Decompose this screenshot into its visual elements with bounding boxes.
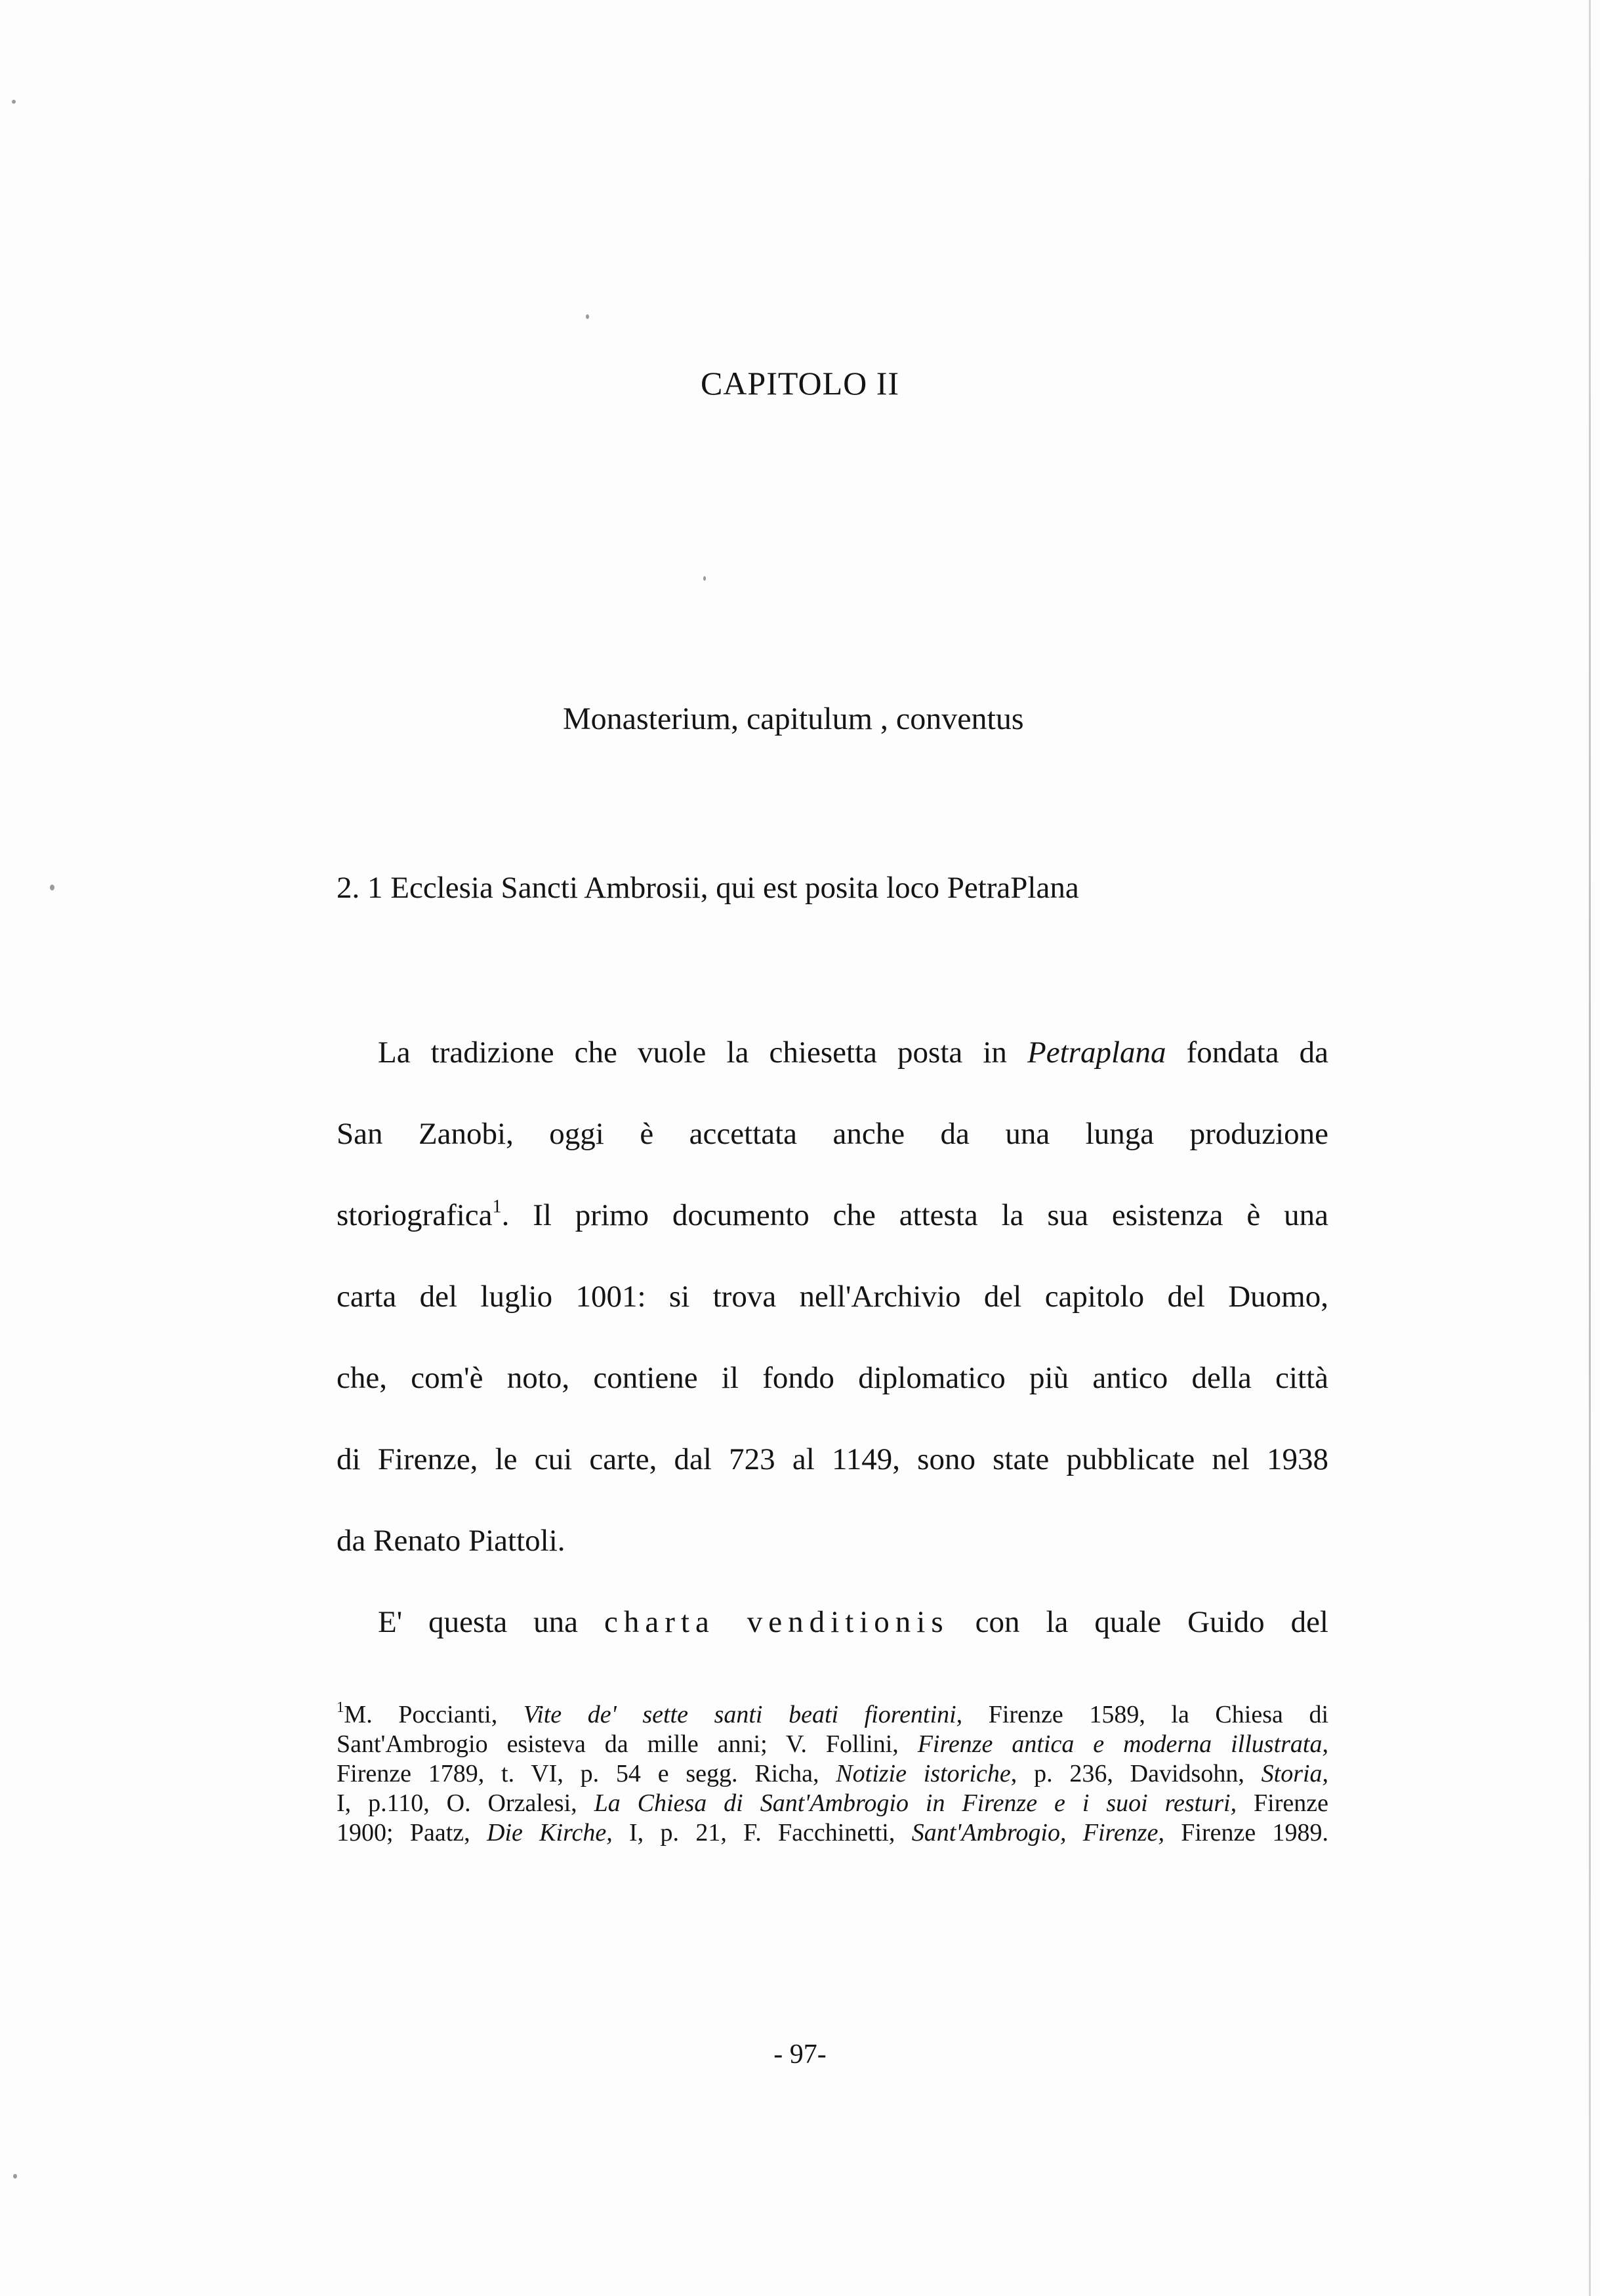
page-number: - 97- bbox=[773, 2039, 827, 2070]
text-line: San Zanobi, oggi è accettata anche da una lunga produzione bbox=[337, 1117, 1328, 1151]
chapter-title: CAPITOLO II bbox=[700, 365, 900, 402]
footnote-line: I, p.110, O. Orzalesi, La Chiesa di Sant'Ambrogio in Firenze e i suoi resturi, Firenze bbox=[337, 1789, 1328, 1817]
footnote-marker: 1 bbox=[337, 1699, 344, 1716]
text-line: La tradizione che vuole la chiesetta posta in Petraplana fondata da bbox=[378, 1035, 1329, 1070]
footnote-line: 1900; Paatz, Die Kirche, I, p. 21, F. Facchinetti, Sant'Ambrogio, Firenze, Firenze 1989. bbox=[337, 1819, 1329, 1847]
footnote-line: $^1$M. Poccianti, Vite de' sette santi beati fiorentini, Firenze 1589, la Chiesa di bbox=[337, 1699, 1329, 1728]
footnote-line: Sant'Ambrogio esisteva da mille anni; V. Follini, Firenze antica e moderna illustrata, bbox=[337, 1730, 1328, 1758]
scan-speck bbox=[12, 100, 16, 104]
italic-term: Petraplana bbox=[1027, 1035, 1166, 1070]
text-line: che, com'è noto, contiene il fondo diplomatico più antico della città bbox=[337, 1361, 1328, 1395]
footnote-reference: 1 bbox=[492, 1196, 502, 1217]
text-line: E' questa una charta venditionis con la quale Guido del bbox=[378, 1605, 1328, 1639]
scan-speck bbox=[50, 885, 54, 890]
page-edge bbox=[1589, 0, 1591, 2296]
text-line: da Renato Piattoli. bbox=[337, 1524, 565, 1558]
scan-speck bbox=[703, 576, 706, 581]
subsection-title: 2. 1 Ecclesia Sancti Ambrosii, qui est posita loco PetraPlana bbox=[337, 871, 1079, 905]
scan-speck bbox=[586, 314, 589, 319]
section-title: Monasterium, capitulum , conventus bbox=[563, 701, 1024, 736]
scan-speck bbox=[13, 2174, 17, 2179]
footnote-line: Firenze 1789, t. VI, p. 54 e segg. Richa, Notizie istoriche, p. 236, Davidsohn, Storia, bbox=[337, 1760, 1329, 1787]
text-line: carta del luglio 1001: si trova nell'Archivio del capitolo del Duomo, bbox=[337, 1280, 1328, 1314]
spaced-term: charta venditionis bbox=[604, 1605, 949, 1639]
text-line: storiografica$^1$. Il primo documento che attesta la sua esistenza è una bbox=[337, 1196, 1328, 1232]
text-line: di Firenze, le cui carte, dal 723 al 1149, sono state pubblicate nel 1938 bbox=[337, 1442, 1328, 1476]
